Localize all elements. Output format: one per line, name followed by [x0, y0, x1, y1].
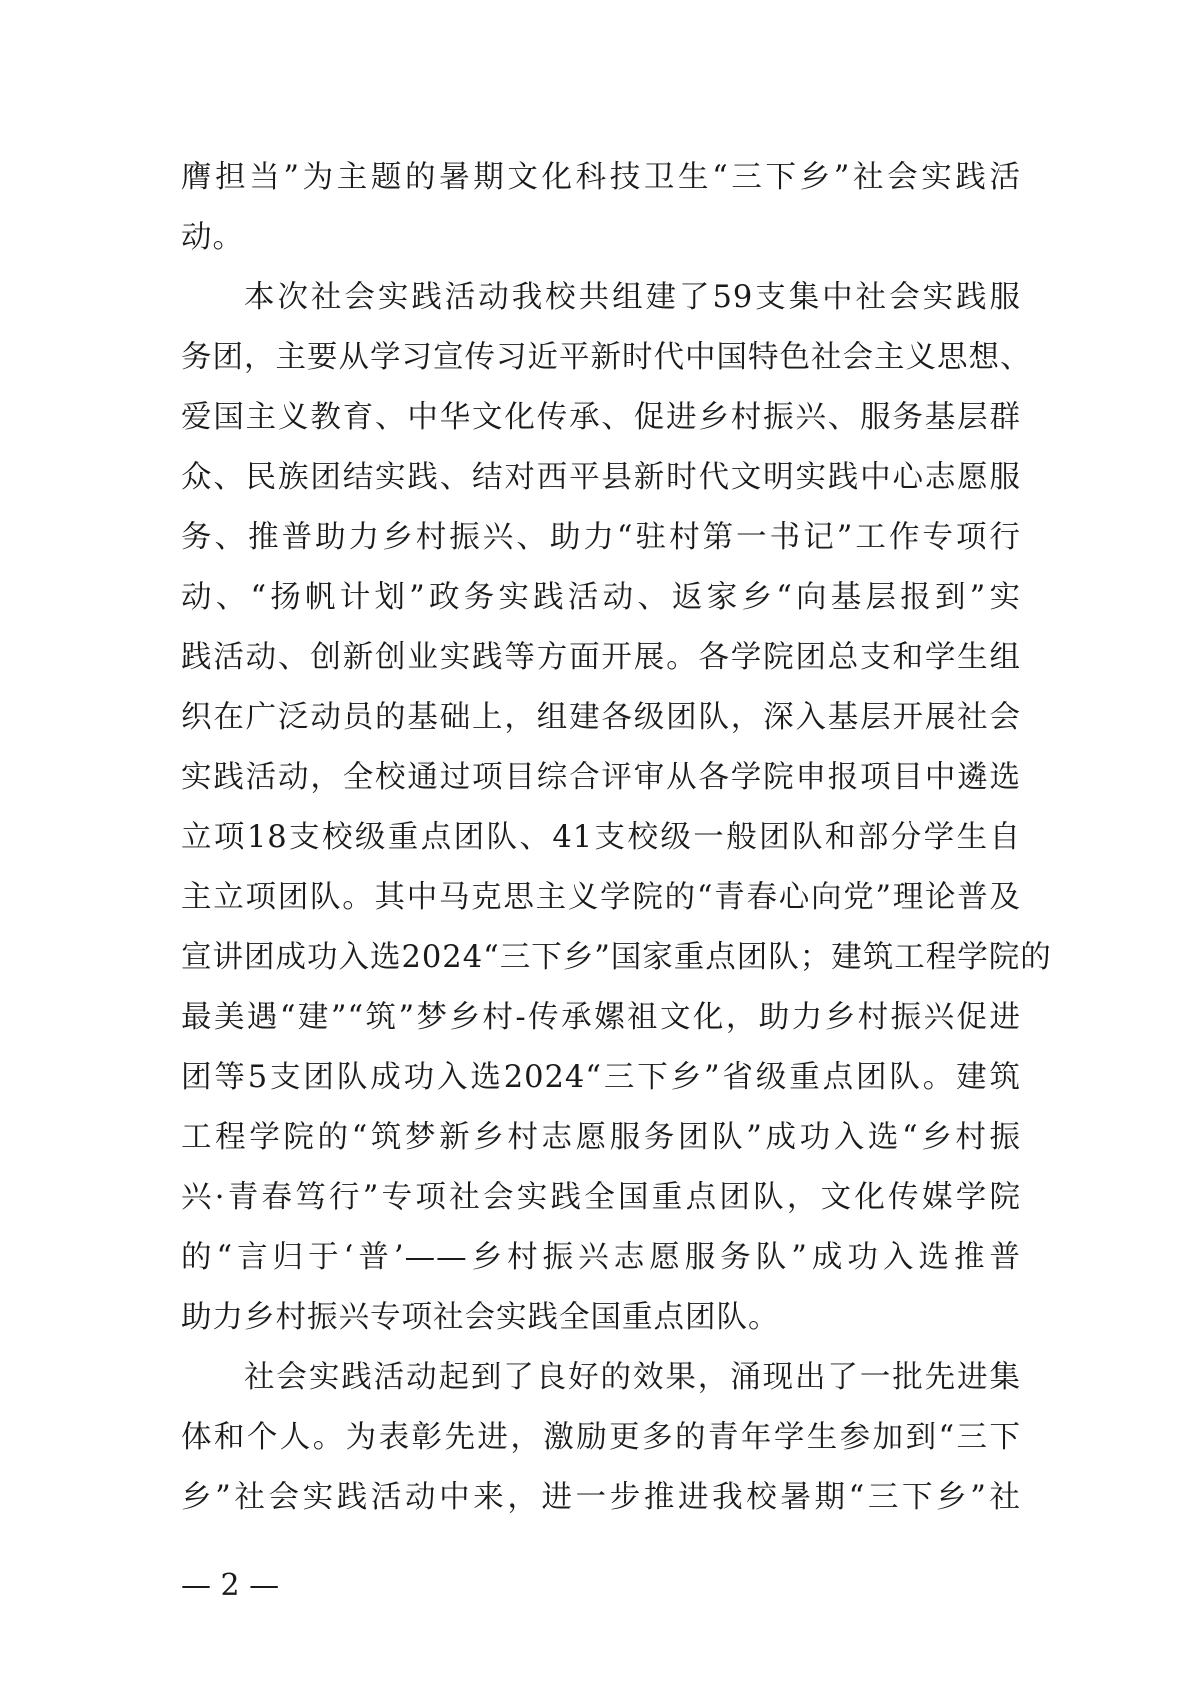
paragraph-line: 织在广泛动员的基础上，组建各级团队，深入基层开展社会 [181, 700, 1021, 735]
paragraph-line: 实践活动，全校通过项目综合评审从各学院申报项目中遴选 [181, 760, 1021, 795]
paragraph-line: 助力乡村振兴专项社会实践全国重点团队。 [181, 1300, 780, 1335]
paragraph-line: 众、民族团结实践、结对西平县新时代文明实践中心志愿服 [181, 460, 1021, 495]
paragraph-line: 乡”社会实践活动中来，进一步推进我校暑期“三下乡”社 [181, 1480, 1021, 1515]
paragraph-line: 动。 [181, 220, 244, 255]
paragraph-line: 践活动、创新创业实践等方面开展。各学院团总支和学生组 [181, 640, 1021, 675]
paragraph-line: 务、推普助力乡村振兴、助力“驻村第一书记”工作专项行 [181, 520, 1021, 555]
paragraph-line: 体和个人。为表彰先进，激励更多的青年学生参加到“三下 [181, 1420, 1021, 1455]
paragraph-line: 最美遇“建”“筑”梦乡村-传承嫘祖文化，助力乡村振兴促进 [181, 1000, 1021, 1035]
paragraph-line: 主立项团队。其中马克思主义学院的“青春心向党”理论普及 [181, 880, 1021, 915]
paragraph-line: 宣讲团成功入选2024“三下乡”国家重点团队；建筑工程学院的 [181, 940, 1052, 975]
paragraph-line: 的“言归于‘普’——乡村振兴志愿服务队”成功入选推普 [181, 1240, 1021, 1275]
page-number: — 2 — [181, 1568, 280, 1603]
paragraph-line: 兴·青春笃行”专项社会实践全国重点团队，文化传媒学院 [181, 1180, 1021, 1215]
paragraph-line: 团等5支团队成功入选2024“三下乡”省级重点团队。建筑 [181, 1060, 1021, 1095]
paragraph-line: 立项18支校级重点团队、41支校级一般团队和部分学生自 [181, 820, 1021, 855]
paragraph-line: 本次社会实践活动我校共组建了59支集中社会实践服 [244, 280, 1021, 315]
paragraph-line: 膺担当”为主题的暑期文化科技卫生“三下乡”社会实践活 [181, 160, 1021, 195]
paragraph-line: 工程学院的“筑梦新乡村志愿服务团队”成功入选“乡村振 [181, 1120, 1021, 1155]
paragraph-line: 爱国主义教育、中华文化传承、促进乡村振兴、服务基层群 [181, 400, 1021, 435]
paragraph-line: 务团，主要从学习宣传习近平新时代中国特色社会主义思想、 [181, 340, 1032, 375]
paragraph-line: 社会实践活动起到了良好的效果，涌现出了一批先进集 [244, 1360, 1021, 1395]
paragraph-line: 动、“扬帆计划”政务实践活动、返家乡“向基层报到”实 [181, 580, 1021, 615]
